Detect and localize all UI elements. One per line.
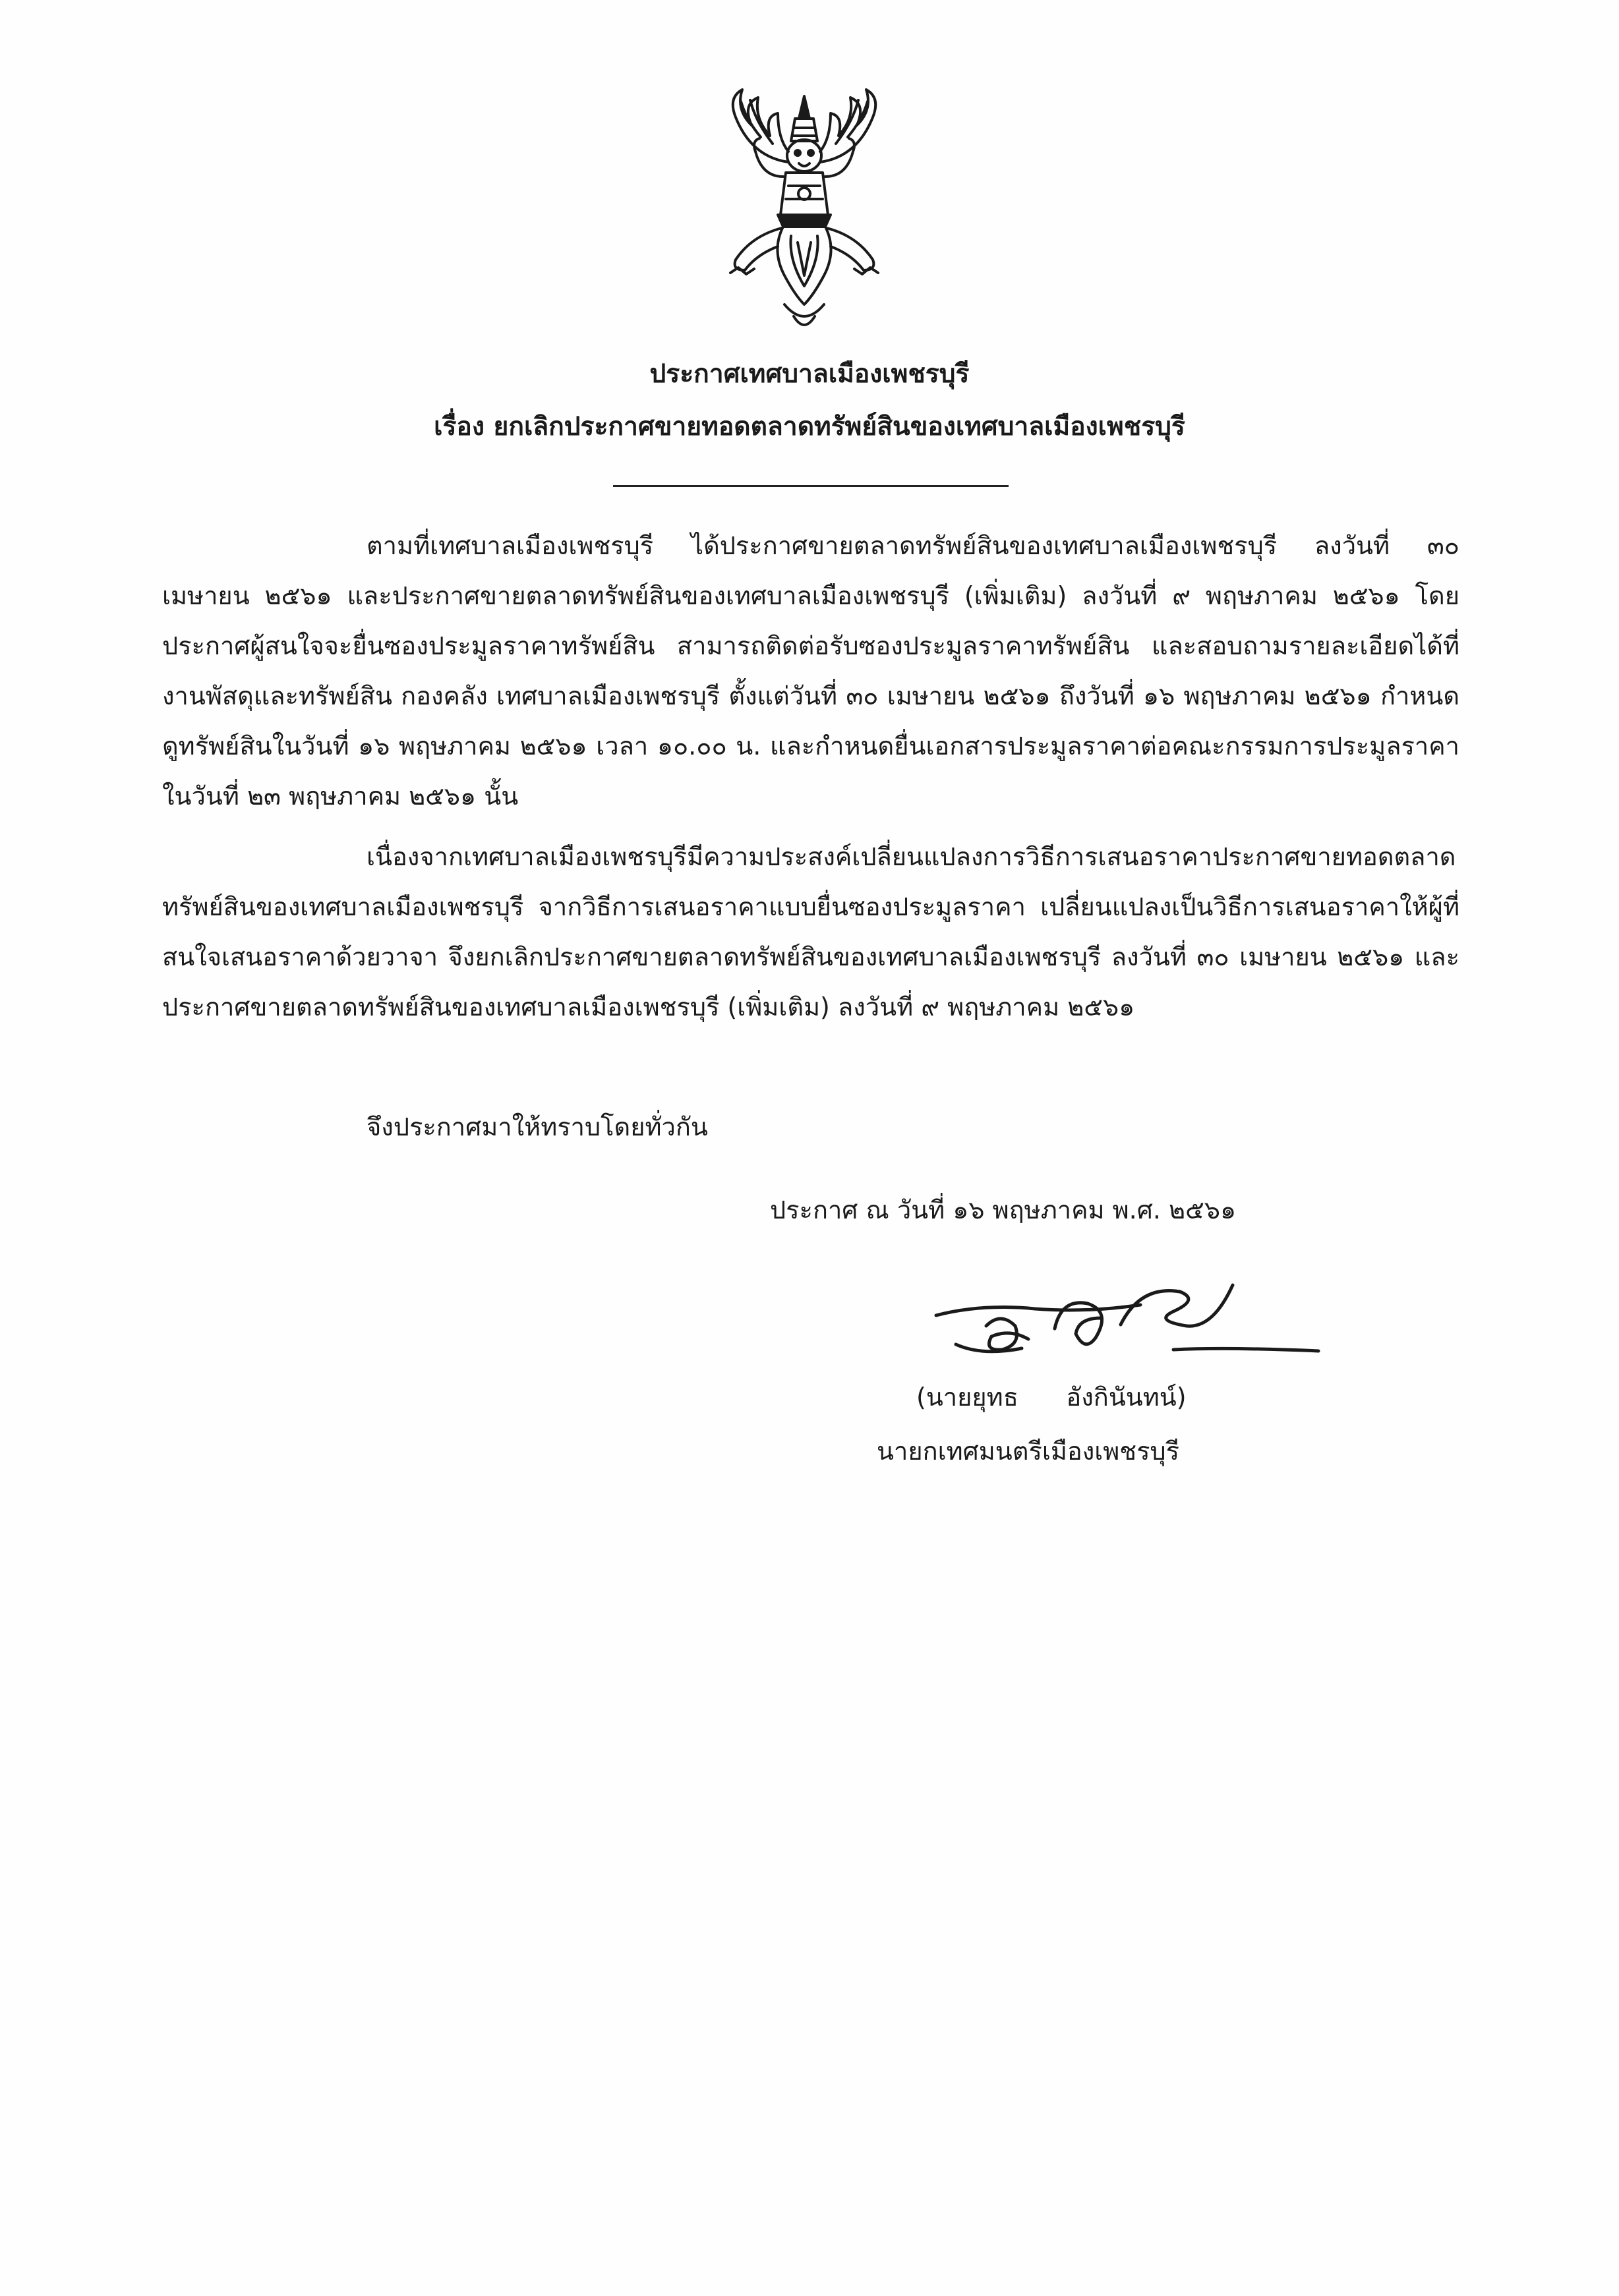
closing-statement: จึงประกาศมาให้ทราบโดยทั่วกัน bbox=[367, 1112, 708, 1141]
announcement-subject: เรื่อง ยกเลิกประกาศขายทอดตลาดทรัพย์สินของเทศบาลเมืองเพชรบุรี bbox=[434, 412, 1185, 442]
signer-title: นายกเทศมนตรีเมืองเพชรบุรี bbox=[877, 1437, 1180, 1466]
body-paragraph-2: เนื่องจากเทศบาลเมืองเพชรบุรีมีความประสงค์เปลี่ยนแปลงการวิธีการเสนอราคาประกาศขายทอดตลาดทรัพย์สินของเทศบาลเมืองเพชรบุรี จากวิธีการเสนอราคาแบบยื่นซองประมูลราคา เปลี่ยนแปลงเป็นวิธีการเสนอราคาให้ผู้ที่สนใจเสนอราคาด้วยวาจา จึงยกเลิกประกาศขายตลาดทรัพย์สินของเทศบาลเมืองเพชรบุรี ลงวันที่ ๓๐ เมษายน ๒๕๖๑ และประกาศขายตลาดทรัพย์สินของเทศบาลเมืองเพชรบุรี (เพิ่มเติม) ลงวันที่ ๙ พฤษภาคม ๒๕๖๑ bbox=[162, 842, 1459, 1021]
announcement-date: ประกาศ ณ วันที่ ๑๖ พฤษภาคม พ.ศ. ๒๕๖๑ bbox=[770, 1195, 1237, 1224]
signer-name: (นายยุทธ อังกินันทน์) bbox=[916, 1383, 1187, 1412]
handwritten-signature-icon bbox=[923, 1265, 1332, 1377]
announcement-title: ประกาศเทศบาลเมืองเพชรบุรี bbox=[649, 359, 970, 389]
garuda-emblem-icon bbox=[672, 78, 936, 341]
title-divider bbox=[613, 485, 1009, 487]
body-paragraph-1: ตามที่เทศบาลเมืองเพชรบุรี ได้ประกาศขายตลาดทรัพย์สินของเทศบาลเมืองเพชรบุรี ลงวันที่ ๓๐ เมษายน ๒๕๖๑ และประกาศขายตลาดทรัพย์สินของเทศบาลเมืองเพชรบุรี (เพิ่มเติม) ลงวันที่ ๙ พฤษภาคม ๒๕๖๑ โดยประกาศผู้สนใจจะยื่นซองประมูลราคาทรัพย์สิน สามารถติดต่อรับซองประมูลราคาทรัพย์สิน และสอบถามรายละเอียดได้ที่งานพัสดุและทรัพย์สิน กองคลัง เทศบาลเมืองเพชรบุรี ตั้งแต่วันที่ ๓๐ เมษายน ๒๕๖๑ ถึงวันที่ ๑๖ พฤษภาคม ๒๕๖๑ กำหนดดูทรัพย์สินในวันที่ ๑๖ พฤษภาคม ๒๕๖๑ เวลา ๑๐.๐๐ น. และกำหนดยื่นเอกสารประมูลราคาต่อคณะกรรมการประมูลราคาในวันที่ ๒๓ พฤษภาคม ๒๕๖๑ นั้น bbox=[162, 531, 1459, 811]
